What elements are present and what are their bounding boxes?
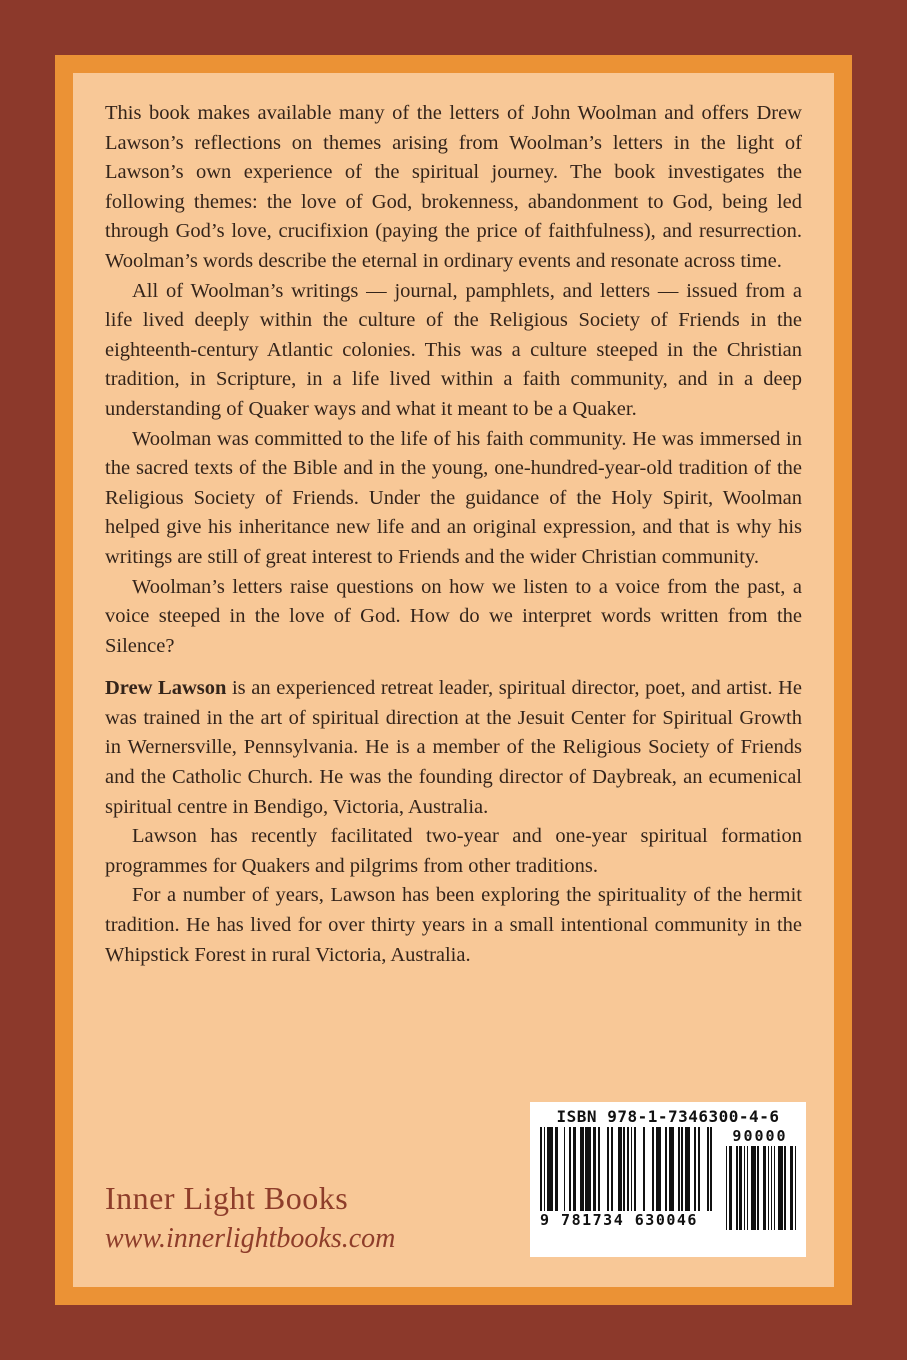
ean5-bars: [724, 1146, 796, 1230]
barcode-digits: 9 781734 630046: [540, 1211, 698, 1229]
isbn-number: ISBN 978-1-7346300-4-6: [556, 1107, 780, 1126]
isbn-barcode: [530, 1102, 806, 1257]
publisher-website: www.innerlightbooks.com: [105, 1223, 396, 1254]
ean13-bars: [540, 1127, 712, 1211]
paragraph: Woolman was committed to the life of his faith community. He was immersed in the sacred texts of the Bible and in the young, one-hundred-year-old tradition of the Religious Society of Friends. Under the guidance of the Holy Spirit, Woolman helped give his inheritance new life and an original expression, and that is why his writings are still of great interest to Friends and the wider Christian community.: [105, 427, 802, 568]
paragraph: Drew Lawson is an experienced retreat leader, spiritual director, poet, and artist. He was trained in the art of spiritual direction at the Jesuit Center for Spiritual Growth in Wernersville, Pennsylvania. He is a member of the Religious Society of Friends and the Catholic Church. He was the founding director of Daybreak, an ecumenical spiritual centre in Bendigo, Victoria, Australia.: [105, 677, 802, 818]
cover-text: [105, 99, 802, 970]
cover-panel: [73, 73, 834, 1287]
ean13-barcode: [540, 1127, 712, 1230]
author-bio-section: [105, 674, 802, 970]
paragraph: Lawson has recently facilitated two-year and one-year spiritual formation programmes for Quakers and pilgrims from other traditions.: [105, 825, 802, 877]
synopsis-section: [105, 99, 802, 661]
paragraph: Woolman’s letters raise questions on how we listen to a voice from the past, a voice steeped in the love of God. How do we interpret words written from the Silence?: [105, 575, 802, 657]
supplement-digits: 90000: [732, 1127, 788, 1145]
paragraph: For a number of years, Lawson has been exploring the spirituality of the hermit tradition. He has lived for over thirty years in a small intentional community in the Whipstick Forest in rural Victoria, Australia.: [105, 884, 802, 966]
author-name-bold: Drew Lawson: [105, 677, 227, 700]
barcode-row: [540, 1127, 796, 1230]
publisher-block: [105, 1180, 395, 1255]
paragraph: This book makes available many of the letters of John Woolman and offers Drew Lawson’s reflections on themes arising from Woolman’s letters in the light of Lawson’s own experience of the spiritual journey. The book investigates the following themes: the love of God, brokenness, abandonment to God, being led through God’s love, crucifixion (paying the price of faithfulness), and resurrection. Woolman’s words describe the eternal in ordinary events and resonate across time.: [105, 102, 802, 272]
paragraph: All of Woolman’s writings — journal, pamphlets, and letters — issued from a life lived deeply within the culture of the Religious Society of Friends in the eighteenth-century Atlantic colonies. This was a culture steeped in the Christian tradition, in Scripture, in a life lived within a faith community, and in a deep understanding of Quaker ways and what it meant to be a Quaker.: [105, 279, 802, 420]
ean5-supplement-barcode: [724, 1127, 796, 1230]
orange-frame: [55, 55, 852, 1305]
publisher-name: Inner Light Books: [105, 1180, 349, 1216]
